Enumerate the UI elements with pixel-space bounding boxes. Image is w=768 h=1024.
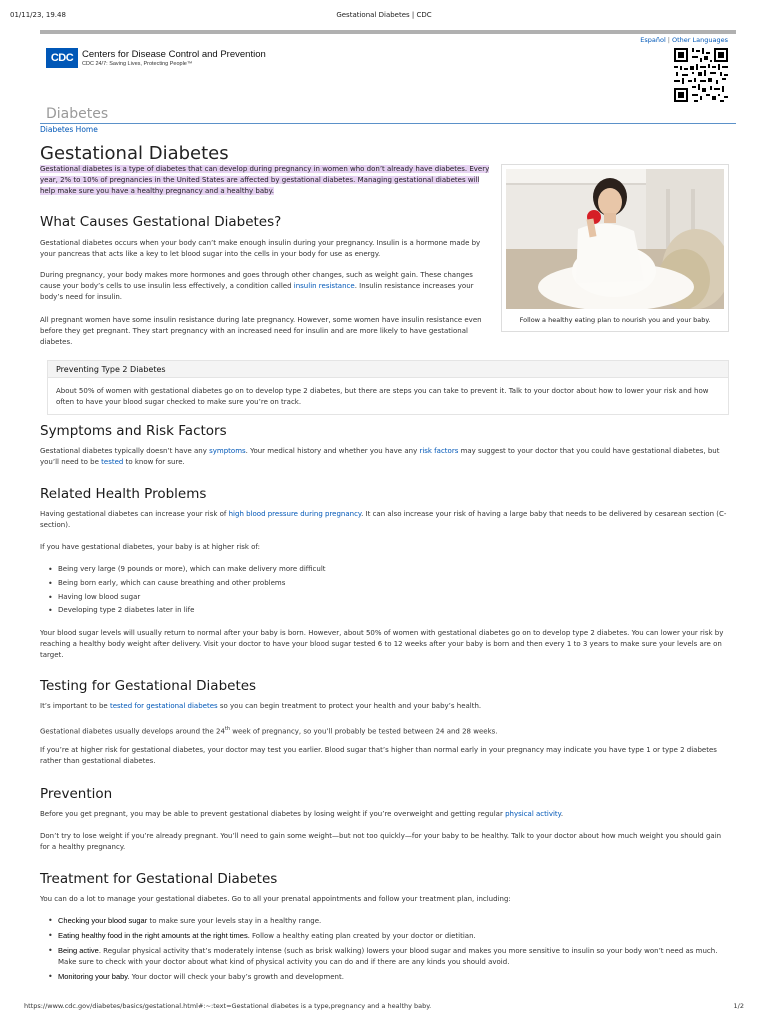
prevention-text-1: Before you get pregnant, you may be able to prevent gestational diabetes by losing weight if you’re overweight and getting regular	[40, 810, 506, 818]
figure-caption: Follow a healthy eating plan to nourish you and your baby.	[519, 316, 711, 324]
symptoms-text-2: . Your medical history and whether you have any	[245, 447, 420, 455]
list-item: • Being very large (9 pounds or more), which can make delivery more difficult	[48, 564, 326, 578]
causes-p2-text: During pregnancy, your body makes more hormones and goes through other changes, such as weight gain. These changes cause your body’s cells to use insulin less effectively, a condition called	[40, 271, 473, 290]
tested-link[interactable]: tested	[101, 458, 124, 466]
page-title: Gestational Diabetes	[40, 143, 229, 164]
breadcrumb-diabetes-home[interactable]: Diabetes Home	[40, 125, 98, 134]
testing-paragraph-3: If you’re at higher risk for gestational diabetes, your doctor may test you earlier. Blood sugar that’s higher than normal early in your pregnancy may indicate you have type 1 or type 2 diabetes rather than gestational diabetes.	[40, 746, 717, 765]
print-doc-title: Gestational Diabetes | CDC	[336, 11, 432, 19]
list-item	[48, 945, 730, 968]
treatment-list	[48, 915, 730, 986]
site-title[interactable]: Diabetes	[46, 106, 109, 122]
list-item	[48, 930, 730, 942]
testing-p2-text-end: week of pregnancy, so you’ll probably be tested between 24 and 28 weeks.	[230, 727, 498, 736]
related-paragraph-2: If you have gestational diabetes, your baby is at higher risk of:	[40, 543, 260, 551]
risk-list	[48, 564, 326, 619]
causes-paragraph-3: All pregnant women have some insulin resistance during late pregnancy. However, some women have insulin resistance even before they get pregnant. They start pregnancy with an increased need for insulin and are more likely to have gestational diabetes.	[40, 316, 482, 346]
treatment-item-title: Checking your blood sugar	[58, 916, 148, 925]
callout-preventing-type-2	[47, 360, 729, 415]
intro-paragraph	[40, 164, 492, 197]
treatment-item-text: to make sure your levels stay in a healthy range.	[147, 917, 322, 925]
site-title-rule	[40, 123, 736, 124]
prevention-paragraph-2: Don’t try to lose weight if you’re already pregnant. You’ll need to gain some weight—but not too quickly—for your baby to be healthy. Talk to your doctor about how much weight you should gain for a healthy pregnancy.	[40, 832, 722, 851]
treatment-item-text: Regular physical activity that’s moderately intense (such as brisk walking) lowers your blood sugar and makes you more sensitive to insulin so your body won’t need as much. Make sure to check with your doctor about what kind of physical activity you can do and if there are any kinds you should avoid.	[58, 947, 718, 966]
testing-text-1: It’s important to be	[40, 702, 110, 710]
insulin-resistance-link[interactable]: insulin resistance	[293, 282, 355, 290]
cdc-logo-mark: CDC	[46, 48, 78, 68]
qr-code-icon	[674, 48, 728, 102]
print-datetime: 01/11/23, 19.48	[10, 11, 66, 19]
print-page-number: 1/2	[733, 1002, 744, 1010]
print-header	[10, 11, 758, 23]
heading-related-health-problems: Related Health Problems	[40, 486, 207, 502]
treatment-item-text: Your doctor will check your baby’s growth and development.	[129, 973, 344, 981]
prevention-text-2: .	[560, 810, 564, 818]
intro-highlight: Gestational diabetes is a type of diabetes that can develop during pregnancy in women who don’t already have diabetes. Every year, 2% to 10% of pregnancies in the United States are affected by gestational diabetes. Managing gestational diabetes will help make sure you have a healthy pregnancy and a healthy baby.	[40, 165, 490, 195]
testing-p2-text: Gestational diabetes usually develops around the 24	[40, 727, 225, 736]
symptoms-paragraph	[40, 446, 730, 468]
list-item: • Developing type 2 diabetes later in life	[48, 605, 326, 619]
causes-paragraph-1: Gestational diabetes occurs when your body can’t make enough insulin during your pregnancy. Insulin is a hormone made by your pancreas that acts like a key to let blood sugar into the cells in your body for use as energy.	[40, 239, 481, 258]
related-paragraph-1	[40, 509, 730, 531]
testing-text-2: so you can begin treatment to protect your health and your baby’s health.	[217, 702, 482, 710]
testing-p2-superscript: th	[224, 726, 231, 732]
list-item: • Having low blood sugar	[48, 592, 326, 606]
pregnant-woman-eating-apple-photo	[506, 169, 724, 309]
heading-prevention: Prevention	[40, 786, 113, 802]
tested-for-gestational-diabetes-link[interactable]: tested for gestational diabetes	[109, 702, 218, 710]
related-text-2: . It can also increase your risk of having a large baby that needs to be delivered by cesarean section (C-section).	[40, 510, 727, 529]
testing-paragraph-2	[40, 724, 730, 737]
treatment-item-title: Being active.	[58, 946, 101, 955]
causes-paragraph-2	[40, 270, 495, 303]
symptoms-link[interactable]: symptoms	[209, 447, 246, 455]
treatment-item-text: Follow a healthy eating plan created by your doctor or dietitian.	[249, 932, 476, 940]
treatment-item-title: Monitoring your baby.	[58, 972, 130, 981]
cdc-logo-name: Centers for Disease Control and Prevention	[82, 49, 266, 60]
related-text-1: Having gestational diabetes can increase your risk of	[40, 510, 229, 518]
cdc-logo-tagline: CDC 24/7: Saving Lives, Protecting People™	[82, 61, 193, 67]
risk-factors-link[interactable]: risk factors	[419, 447, 459, 455]
figure	[501, 164, 729, 332]
other-languages-link[interactable]: Other Languages	[672, 36, 728, 44]
symptoms-text-3: may suggest to your doctor that you could have gestational diabetes, but you’ll need to be	[40, 447, 720, 466]
causes-p2-text-end: . Insulin resistance increases your body’s need for insulin.	[40, 282, 474, 301]
related-paragraph-3: Your blood sugar levels will usually return to normal after your baby is born. However, about 50% of women with gestational diabetes go on to develop type 2 diabetes. You can lower your risk by reaching a healthy body weight after delivery. Visit your doctor to have your blood sugar tested 6 to 12 weeks after your baby is born and then every 1 to 3 years to make sure your levels are on target.	[40, 629, 724, 659]
language-links: Español | Other Languages	[640, 36, 728, 44]
list-item	[48, 915, 730, 927]
heading-symptoms: Symptoms and Risk Factors	[40, 423, 227, 439]
treatment-paragraph: You can do a lot to manage your gestational diabetes. Go to all your prenatal appointments and follow your treatment plan, including:	[40, 895, 511, 903]
treatment-item-title: Eating healthy food in the right amounts at the right times.	[58, 931, 250, 940]
testing-paragraph-1	[40, 701, 730, 712]
high-blood-pressure-link[interactable]: high blood pressure during pregnancy	[228, 510, 362, 518]
symptoms-text-4: to know for sure.	[123, 458, 185, 466]
callout-body: About 50% of women with gestational diabetes go on to develop type 2 diabetes, but there are steps you can take to prevent it. Talk to your doctor about how to lower your risk and how often to have your blood sugar checked to make sure you’re on track.	[56, 387, 709, 406]
symptoms-text-1: Gestational diabetes typically doesn’t have any	[40, 447, 210, 455]
list-item: • Being born early, which can cause breathing and other problems	[48, 578, 326, 592]
prevention-paragraph-1	[40, 809, 730, 820]
cdc-logo[interactable]	[46, 48, 266, 68]
callout-title: Preventing Type 2 Diabetes	[48, 361, 728, 378]
heading-treatment: Treatment for Gestational Diabetes	[40, 871, 278, 887]
physical-activity-link[interactable]: physical activity	[505, 810, 561, 818]
heading-testing: Testing for Gestational Diabetes	[40, 678, 257, 694]
list-item	[48, 971, 730, 983]
print-url: https://www.cdc.gov/diabetes/basics/gestational.html#:~:text=Gestational diabetes is a type,pregnancy and a healthy baby.	[24, 1002, 432, 1010]
espanol-link[interactable]: Español	[640, 36, 666, 44]
top-bar	[40, 30, 736, 34]
heading-what-causes: What Causes Gestational Diabetes?	[40, 214, 282, 230]
